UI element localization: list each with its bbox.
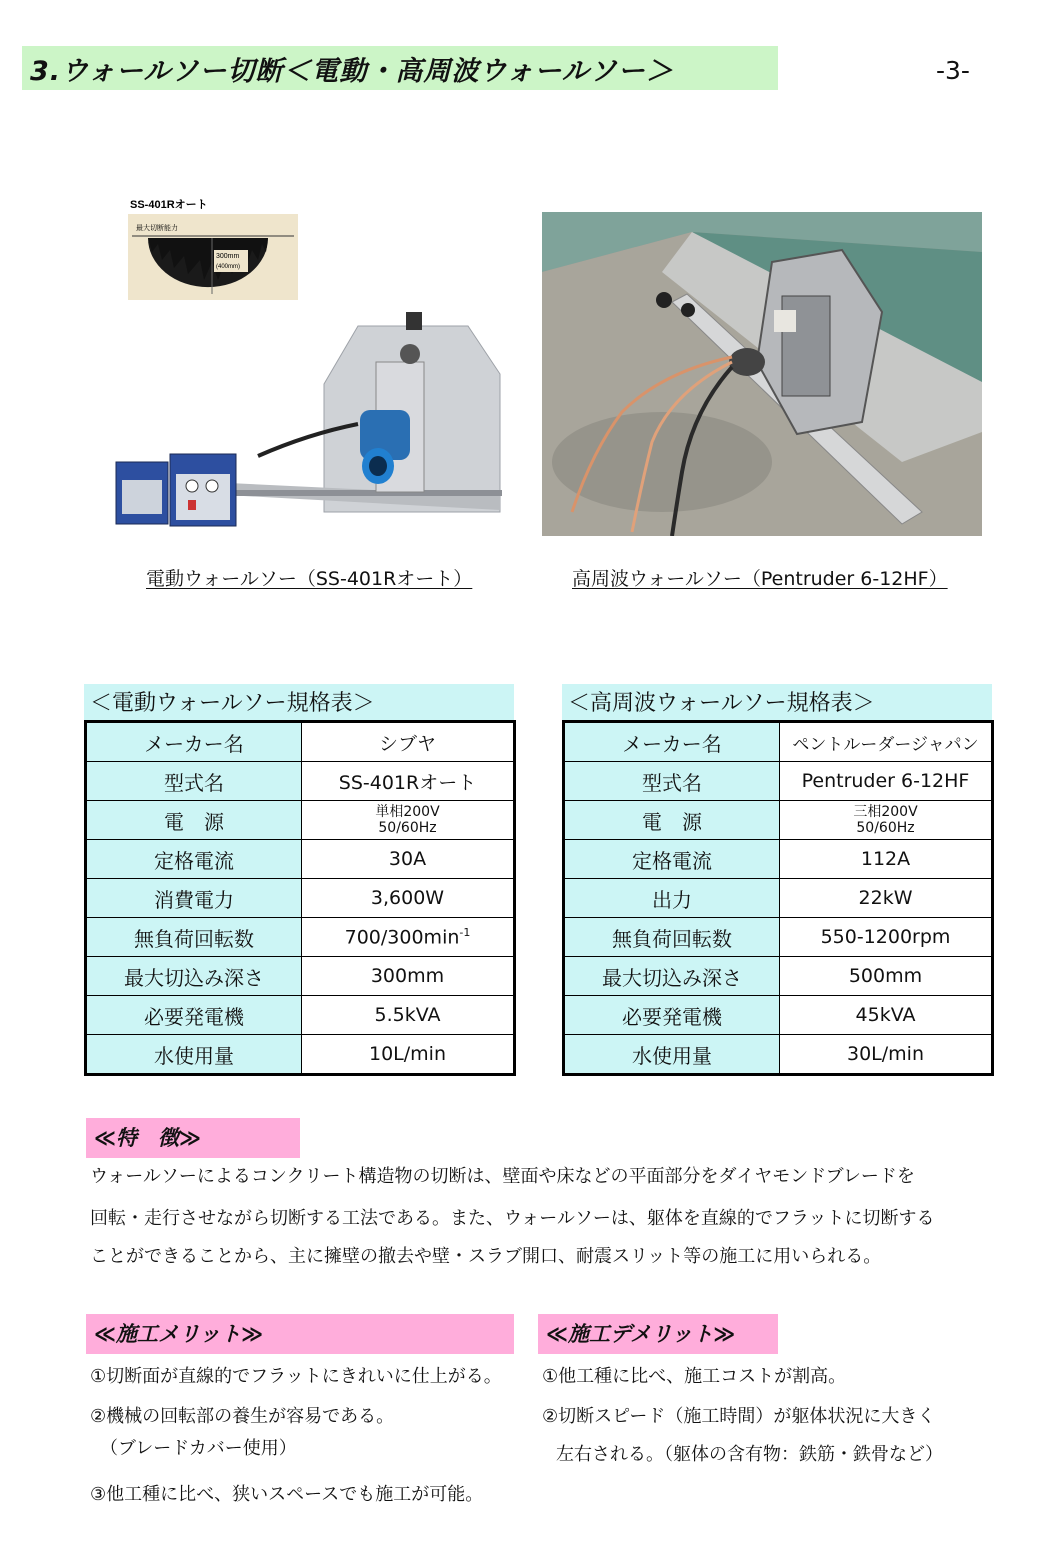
table-row bbox=[86, 996, 515, 1035]
table-row bbox=[564, 918, 993, 957]
table-row bbox=[564, 996, 993, 1035]
table-row bbox=[86, 801, 515, 840]
power-voltage: 単相200V bbox=[375, 804, 440, 820]
spec-value: 550-1200rpm bbox=[780, 918, 993, 957]
table-row bbox=[564, 957, 993, 996]
features-label: ≪特 徴≫ bbox=[86, 1118, 300, 1158]
spec-key: 水使用量 bbox=[564, 1035, 780, 1075]
table-row bbox=[564, 879, 993, 918]
electric-spec-title: ＜電動ウォールソー規格表＞ bbox=[84, 684, 514, 720]
features-line: ウォールソーによるコンクリート構造物の切断は、壁面や床などの平面部分をダイヤモンドブレードを bbox=[90, 1166, 915, 1187]
spec-key: メーカー名 bbox=[564, 722, 780, 762]
table-row bbox=[86, 840, 515, 879]
merit-item: （ブレードカバー使用） bbox=[100, 1438, 297, 1459]
table-row bbox=[86, 957, 515, 996]
spec-value: ペントルーダージャパン bbox=[780, 722, 993, 762]
inset-depth-alt: (400mm) bbox=[216, 264, 241, 270]
spec-key: 定格電流 bbox=[86, 840, 302, 879]
spec-value: 500mm bbox=[780, 957, 993, 996]
spec-key: 電 源 bbox=[564, 801, 780, 840]
spec-value: シブヤ bbox=[302, 722, 515, 762]
electric-wall-saw-caption: 電動ウォールソー（SS-401Rオート） bbox=[146, 568, 473, 590]
page-title: 3.ウォールソー切断＜電動・高周波ウォールソー＞ bbox=[30, 55, 674, 87]
spec-key: メーカー名 bbox=[86, 722, 302, 762]
spec-key: 出力 bbox=[564, 879, 780, 918]
table-row bbox=[564, 722, 993, 762]
spec-value: 112A bbox=[780, 840, 993, 879]
rpm-exponent: -1 bbox=[459, 925, 471, 939]
demerit-item: 左右される。（躯体の含有物：鉄筋・鉄骨など） bbox=[556, 1444, 943, 1465]
spec-value bbox=[302, 918, 515, 957]
high-frequency-spec-title: ＜高周波ウォールソー規格表＞ bbox=[562, 684, 992, 720]
merits-label: ≪施工メリット≫ bbox=[86, 1314, 514, 1354]
inset-capacity-label: 最大切断能力 bbox=[136, 225, 178, 232]
table-row bbox=[564, 840, 993, 879]
inset-depth: 300mm bbox=[216, 253, 240, 260]
features-line: 回転・走行させながら切断する工法である。また、ウォールソーは、躯体を直線的でフラットに切断する bbox=[90, 1208, 935, 1229]
table-row bbox=[86, 879, 515, 918]
spec-key: 電 源 bbox=[86, 801, 302, 840]
spec-key: 最大切込み深さ bbox=[86, 957, 302, 996]
spec-value: 22kW bbox=[780, 879, 993, 918]
merit-item: ②機械の回転部の養生が容易である。 bbox=[90, 1406, 395, 1427]
electric-spec-table bbox=[84, 684, 516, 1076]
high-frequency-wall-saw-photo bbox=[542, 212, 982, 536]
rpm-value: 700/300min bbox=[344, 926, 460, 949]
power-frequency: 50/60Hz bbox=[378, 820, 437, 836]
spec-value: 45kVA bbox=[780, 996, 993, 1035]
high-frequency-wall-saw-caption: 高周波ウォールソー（Pentruder 6-12HF） bbox=[572, 568, 948, 590]
spec-value: SS-401Rオート bbox=[302, 762, 515, 801]
table-row bbox=[564, 762, 993, 801]
table-row bbox=[564, 1035, 993, 1075]
spec-value bbox=[302, 801, 515, 840]
spec-key: 無負荷回転数 bbox=[86, 918, 302, 957]
table-row bbox=[86, 722, 515, 762]
spec-key: 水使用量 bbox=[86, 1035, 302, 1075]
spec-value: 5.5kVA bbox=[302, 996, 515, 1035]
power-voltage: 三相200V bbox=[853, 804, 918, 820]
features-line: ことができることから、主に擁壁の撤去や壁・スラブ開口、耐震スリット等の施工に用いられる。 bbox=[90, 1246, 882, 1267]
spec-value: Pentruder 6-12HF bbox=[780, 762, 993, 801]
spec-key: 必要発電機 bbox=[564, 996, 780, 1035]
spec-key: 定格電流 bbox=[564, 840, 780, 879]
page-number: -3- bbox=[936, 56, 970, 85]
spec-key: 型式名 bbox=[86, 762, 302, 801]
spec-key: 無負荷回転数 bbox=[564, 918, 780, 957]
title-banner bbox=[22, 46, 778, 90]
high-frequency-spec-table bbox=[562, 684, 994, 1076]
demerit-item: ①他工種に比べ、施工コストが割高。 bbox=[542, 1366, 847, 1387]
inset-model-label: SS-401Rオート bbox=[130, 199, 208, 211]
spec-value bbox=[780, 801, 993, 840]
demerits-label: ≪施工デメリット≫ bbox=[538, 1314, 778, 1354]
demerit-item: ②切断スピード（施工時間）が躯体状況に大きく bbox=[542, 1406, 936, 1427]
table-row bbox=[86, 1035, 515, 1075]
spec-key: 型式名 bbox=[564, 762, 780, 801]
merit-item: ①切断面が直線的でフラットにきれいに仕上がる。 bbox=[90, 1366, 502, 1387]
electric-wall-saw-photo bbox=[108, 194, 508, 534]
power-frequency: 50/60Hz bbox=[856, 820, 915, 836]
spec-key: 最大切込み深さ bbox=[564, 957, 780, 996]
spec-value: 10L/min bbox=[302, 1035, 515, 1075]
spec-key: 消費電力 bbox=[86, 879, 302, 918]
spec-value: 30A bbox=[302, 840, 515, 879]
spec-key: 必要発電機 bbox=[86, 996, 302, 1035]
merit-item: ③他工種に比べ、狭いスペースでも施工が可能。 bbox=[90, 1484, 484, 1505]
spec-value: 300mm bbox=[302, 957, 515, 996]
table-row bbox=[564, 801, 993, 840]
spec-value: 30L/min bbox=[780, 1035, 993, 1075]
spec-value: 3,600W bbox=[302, 879, 515, 918]
table-row bbox=[86, 918, 515, 957]
table-row bbox=[86, 762, 515, 801]
